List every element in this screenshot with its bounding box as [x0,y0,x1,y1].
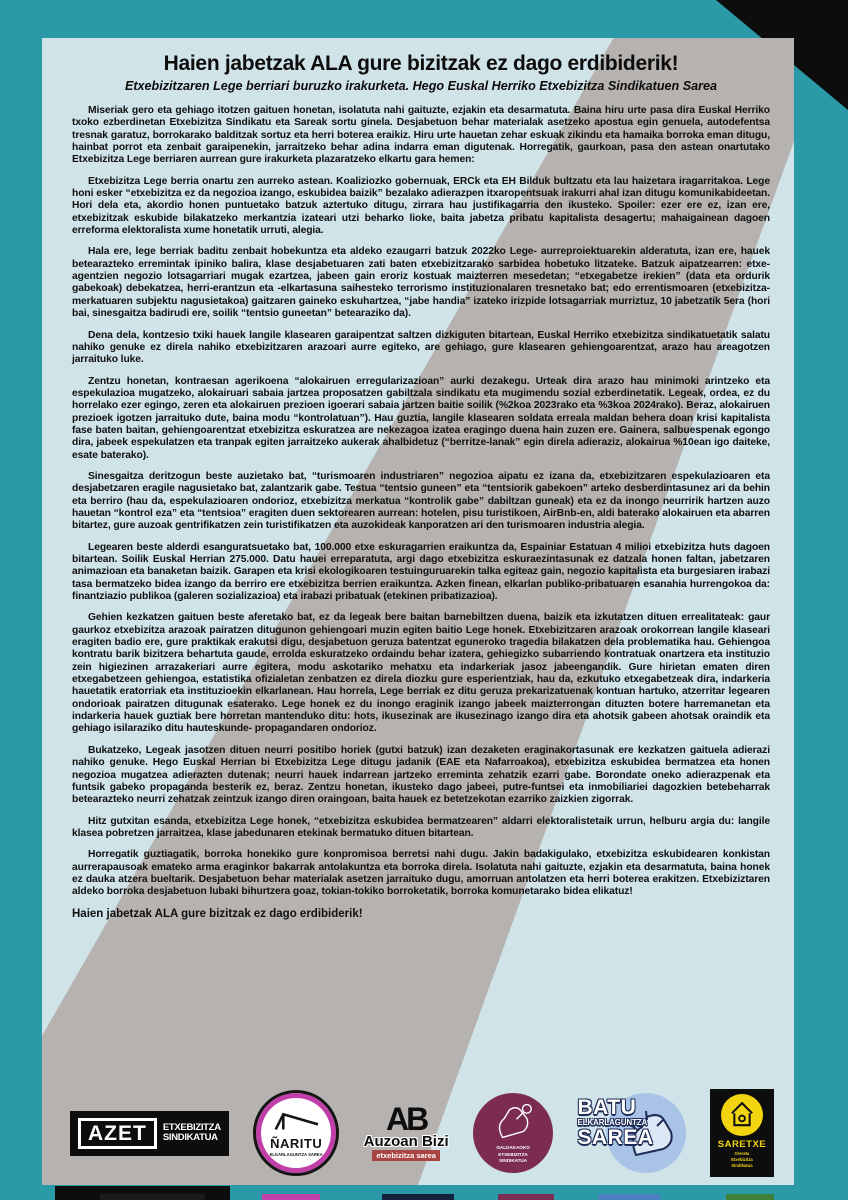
azet-subtitle-line2: SINDIKATUA [162,1132,218,1143]
paragraph-5: Zentzu honetan, kontraesan agerikoena “alokairuen erregularizazioan” aurki dezakegu. Urteak dira arazo hau minimoki arintzeko eta espekulazioa mugatzeko, alokairuari sabaia jartzea proposatzen gabiltzala sindikatu eta mugimendu sozial ezberdinetatik. Legeak, ordea, ez du horrelako ezer egingo, zeren eta alokairuen prezioen igoerari sabaia jartzen baitie soilik (%2koa 2023rako eta %3koa 2024rako). Beraz, alokairuen prezioek igotzen jarraituko dute, baina modu “kontrolatuan”). Hau guztia, langile klasearen soldata erreala maldan behera doan krisi kapitalista fase baten baitan, gehiengoarentzat etxebizitza eskuratzea are nekezagoa izatea eragingo duena hain zuzen ere. Gainera, salbuespenak egongo dira, jabeek espekulatzen eta tranpak egiten jarraitzeko aukerak ahalbidetuz (“berritze-lanak” egin direla adieraziz, alokairua %10ean igo daiteke, esate baterako). [72,375,770,461]
page-subtitle: Etxebizitzaren Lege berriari buruzko irakurketa. Hego Euskal Herriko Etxebizitza Sindikatuen Sarea [124,79,718,93]
paragraph-6: Sinesgaitza deritzogun beste auzietako bat, “turismoaren industriaren” negozioa aipatu ez izana da, etxebizitzaren espekulazioaren eta desjabetzaren eragile nagusietako bat, zalantzarik gabe. Testua “tentsio guneen” eta “tentsiorik gabekoen” arteko desberdintasunez ari da behin eta berriro (hau da, espekulazioaren ondorioz, etxebizitza merkatua “kontrolik gabe” dabiltzan guneak) eta ez da inongo neurririk hartzen auzo hauetan “kontrol eza” eta “tentsioa” eragiten duen sektorearen aurrean: hotelen, pisu turistikoen, AirBnb-en, aldi baterako alokairuen eta abarren bitartez, gure auzoak gentrifikatzen zein turistifikatzen eta auzokideak kanporatzen ari den turismoaren industria alegia. [72,470,770,532]
cutoff-next-page-fragment [498,1194,554,1200]
paragraph-11: Horregatik guztiagatik, borroka honekiko gure konpromisoa berretsi nahi dugu. Jakin badakigulako, etxebizitza eskubidearen konkistan aurrerapausoak emateko arma eraginkor bakarrak antolakuntza eta borroka direla. Isolatuta nahi gaituzte, ezjakin eta desarmatuta, baina honek ez dauka atzera bueltarik. Desjabetuon behar materialak asetzen jarraituko dugu, amorruan antolatzen eta herri boterea erakitzen. Etxebiziztaren aldeko borroka desjabetuon lubaki bihurtzera goaz, tokian-tokiko borroketatik, borroka komunetarako bidea elikatuz! [72,849,770,898]
house-doodle-icon [721,1094,763,1136]
cutoff-next-page-fragment [598,1194,660,1200]
naritu-logo [253,1090,339,1176]
auzoan-bizi-tagline: etxebizitza sarea [372,1150,440,1161]
saretxe-line2: Etxebizitza [731,1156,753,1162]
fist-breaking-chain-icon [606,1160,686,1177]
saretxe-line3: Sindikatua [731,1162,753,1168]
logo-row [70,1086,774,1180]
page-title: Haien jabetzak ALA gure bizitzak ez dago erdibiderik! [163,52,679,75]
paragraph-2: Etxebizitza Lege berria onartu zen aurreko astean. Koaliziozko gobernuak, ERCk eta EH Bilduk bultzatu eta lau haizetara iragarritakoa. Lege honi esker “etxebizitza ez da negozioa izango, eskubidea baizik” bezalako adierazpen itxaropentsuak irakurri ahal izan ditugu komunikabideetan. Hori dela eta, akordio honen puntuetako batzuk aztertuko ditugu, zirrara hau justifikagarria den ikusteko. Spoiler: ezer ere ez, izan ere, etxebizitzak eskubide bilakatzeko merkantzia izateari utzi beharko lioke, baita jabetza pribatu kapitalista desagertu; mahaigainean dagoen erreforma elektoralista xume honetatik urruti, alegia. [72,175,770,237]
paragraph-3: Hala ere, lege berriak baditu zenbait hobekuntza eta aldeko ezaugarri batzuk 2022ko Lege- aurreproiektuarekin alderatuta, izan ere, hauek betearazteko erremintak ipiniko balira, klase desjabetuaren zati baten etxebizitzarako sarbidea hobetuko litzateke. Batzuk aipatzearren: etxe- agentzien negozio lotsagarriari mugak ezartzea, jabeen gain eroriz kostuak maizterren mesedetan; “etxegabetze irekien” (data eta ordurik gabekoak) debekatzea, herri-erantzun eta -elkartasuna saihesteko terrorismo instituzionalaren tresnetako bat; edo errentismoaren (etxebizitza-merkatuaren subjektu nagusietakoa) gaitzaren gaineko eskuhartzea, “jabe handia” izateko irizpide lotsagarriak murriztuz, 10 jabetzatik 5era (hori bai, sinesgaitza badirudi ere, soilik “tentsio guneetan” betearaziko da). [72,246,770,320]
batu-logo [578,1090,686,1176]
galdakao-line1: GALDAKAOKO [496,1145,530,1151]
cutoff-next-page-fragment [262,1194,320,1200]
galdakao-line2: ETXEBIZITZA [498,1151,528,1157]
auzoan-bizi-monogram: AB [386,1100,427,1137]
azet-wordmark: AZET [78,1118,157,1149]
saretxe-line1: Orereta [734,1151,750,1156]
azet-subtitle [163,1123,221,1144]
galdakao-text [496,1145,529,1164]
batu-line3: SAREA [577,1126,654,1150]
galdakao-logo [473,1093,553,1173]
saretxe-subtitle [731,1151,753,1169]
saretxe-wordmark: SARETXE [717,1139,767,1150]
cutoff-next-page-fragment [726,1194,774,1200]
galdakao-line3: SINDIKATUA [499,1157,528,1163]
batu-line1: BATU [577,1096,637,1119]
batu-line2: ELKARLAGUNTZA [577,1117,648,1127]
paragraph-1: Miseriak gero eta gehiago itotzen gaituen honetan, isolatuta nahi gaituzte, ezjakin eta desarmatuta. Baina hiru urte pasa dira Euskal Herriko txoko ezberdinetan Etxebizitza Sindikatu eta Sareak sortu ginela. Desjabetuon behar materialak asetzeko apostua egin genuela, autodefentsa tresnak garatuz, borrokarako balditzak sortuz eta herri boterea eraikiz. Hiru urte hauetan zehar eskuak zikindu eta hamaika borroka eman ditugu, hainbat porrot eta zenbait garaipenekin, jarraitzeko behar adina indarra eman digutenak. Horregatik, gaurkoan, pasa den astean onartutako Etxebizitza Lege berriaren aurrean gure irakurketa plazaratzeko elkartu gara hemen: [72,105,770,166]
closing-slogan: Haien jabetzak ALA gure bizitzak ez dago erdibiderik! [72,907,363,920]
paragraph-10: Hitz gutxitan esanda, etxebizitza Lege honek, “etxebizitza eskubidea bermatzearen” aldarri elektoralistetaik urrun, helburu argia du: langile klasea pobretzen jarraitzea, klase jabedunaren etekinak bermatuko dituen bitartean. [72,815,770,839]
paragraph-9: Bukatzeko, Legeak jasotzen dituen neurri positibo horiek (gutxi batzuk) izan dezaketen eraginakortasunak ere kezkatzen gaituela adierazi nahiko genuke. Hego Euskal Herrian bi Etxebizitza Lege ditugu jadanik (EAE eta Nafarroakoa), etxebizitza eskubidea bermatzea eta honen negozioa mugatzea adierazten dutenak; neurri hauek indarrean jartzeko erreminta zehatzik ezarri gabe. Borondate oneko adierazpenak eta funtsik gabeko propaganda besterik ez, beraz. Zentzu honetan, ikusteko dago jabeei, putre-funtsei eta inmobiliariei dagozkien betebeharrak betearazteko neurri zehatzak zeintzuk izango diren oraingoan, baita hauek ez betetzekotan ezarriko zaizkien zigorrak. [72,744,770,806]
content-card [42,38,794,1185]
batu-wordmark [578,1098,654,1148]
azet-subtitle-line1: ETXEBIZITZA [162,1121,221,1133]
azet-logo [70,1111,229,1156]
paragraph-8: Gehien kezkatzen gaituen beste aferetako bat, ez da legeak bere baitan barnebiltzen duena, baizik eta izkutatzen dituen errealitateak: gaur gaurkoz etxebizitza arazoak pairatzen ditugunon gehiengoari muzin egiten baitio Lege honek. Etxebizitzaren arazoak orokorrean langile klaseari eragiten badio ere, gure praktikak erakutsi digu, desjabetuon geruza batentzat eguneroko tragedia bilakatzen dela problematika hau. Gehiengoa kontratu barik bizitzera behartuta gaude, errolda eskuratzeko ordaindu behar izatera, gehiegizko subarriendo kontratuak onartzera eta instituzio zein higiezinen arrazakeriari aurre egitera, modu askotariko mehatxu eta indarkeriak jasoz jabeengandik. Gure hirietan ematen diren etxegabetzeen gehiengoa, estatistika ofizialetan zenbatzen ez direla diozku gure esperientziak, hau da, ezkutuko etxegabetzeak dira, indarkeria hauetatik eratorriak eta instituzioekin elkarlanean. Hau horrela, Lege berriak ez ditu geruza prekarizatuenak kontuan hartuko, atzerritar legearen ondorioak pairatzen ditugunak esaterako. Lege honek ez du inongo eraginik izango jabeek maizterrongan dituzten botere harremanetan eta indarkeria hauek guztiak bere horretan mantenduko ditu: hots, ikusezinak are ikusezinago izango dira eta ahotsik gabeen ahotsak oraindik eta gehiago isilaraziko ditu hauteskunde- propagandaren ondorioz. [72,612,770,735]
auzoan-bizi-logo [363,1100,449,1162]
paragraph-4: Dena dela, kontzesio txiki hauek langile klasearen garaipentzat saltzen dizkiguten bitartean, Euskal Herriko etxebizitza sindikatuetatik salatu nahiko genuke ez direla nahiko etxebizitzaren arazoari aurre egiteko, are gehiago, gure klasearen gehiengoarentzat, arazo hau areagotzen jarraituko luke. [72,329,770,366]
cutoff-next-page-fragment [100,1194,205,1200]
naritu-subtitle: ELKARLAGUNTZA SAREA [269,1151,323,1157]
document-body [42,38,794,920]
auzoan-bizi-wordmark: Auzoan Bizi [363,1132,449,1150]
paragraph-7: Legearen beste alderdi esanguratsuetako bat, 100.000 etxe eskuragarrien eraikuntza da, Espainiar Estatuan 4 milioi etxebizitza huts dagoen bitartean. Soilik Euskal Herrian 275.000. Datu hauei erreparatuta, argi dago etxebizitza eskuraezintasunak ez datzala honen faltan, jabetzaren animazioan eta banaketan baizik. Garapen eta krisi ekologikoaren testuinguruarekin talka egiteaz gain, negozio kapitalista eta burgesiaren irabazi tasa bermatzeko bidea izango da berriro ere etxebizitza berrien eraikuntza. Azken finean, elkarlan publiko-pribatuaren esanahia hurrengokoa da: finantziazio publikoa (galeren sozializazioa) eta irabazi pribatuak (etekinen pribatizazioa). [72,541,770,603]
naritu-roof-icon [270,1110,322,1137]
naritu-wordmark: ÑARITU [270,1135,323,1151]
saretxe-logo [710,1089,774,1177]
cutoff-next-page-fragment [382,1194,454,1200]
